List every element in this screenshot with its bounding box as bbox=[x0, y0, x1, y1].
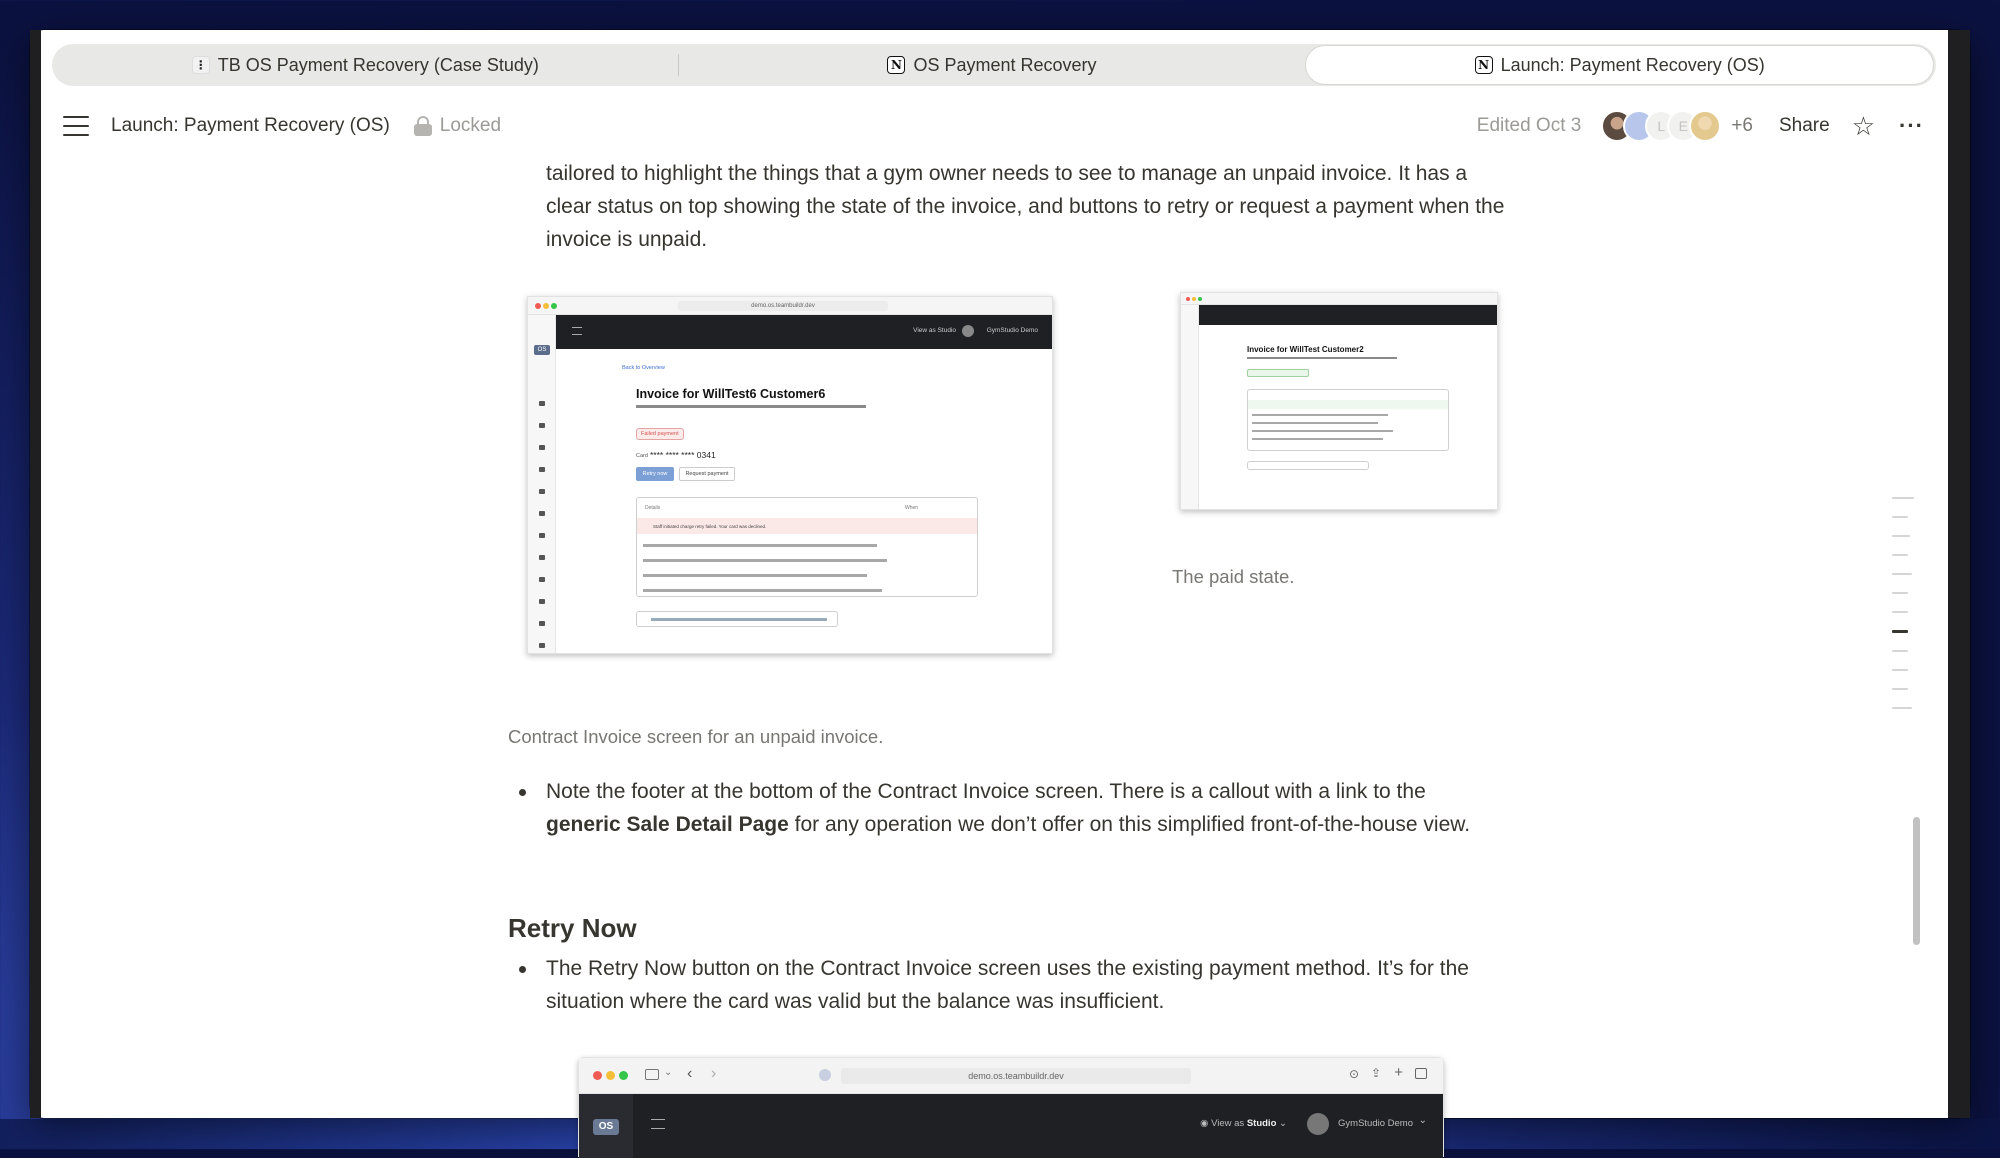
menu-icon bbox=[572, 327, 582, 335]
table-header: Details bbox=[645, 505, 661, 511]
tab-bar bbox=[52, 44, 1936, 86]
back-to-overview-link: Back to Overview bbox=[622, 365, 665, 371]
breadcrumb-page-title[interactable]: Launch: Payment Recovery (OS) bbox=[111, 115, 390, 136]
back-icon: ‹ bbox=[687, 1065, 693, 1082]
dots-vertical-icon: ⋮ bbox=[192, 56, 210, 74]
app-top-nav bbox=[528, 315, 1052, 349]
list-item bbox=[546, 775, 1506, 841]
bullet-bold-text: generic Sale Detail Page bbox=[546, 813, 789, 836]
download-icon: ⊙ bbox=[1348, 1067, 1359, 1081]
table-row bbox=[643, 574, 867, 577]
bullet-text: Note the footer at the bottom of the Contract Invoice screen. There is a callout with a link to the bbox=[546, 780, 1426, 803]
avatar bbox=[962, 325, 974, 337]
view-as-studio: Studio bbox=[1246, 1118, 1277, 1129]
url-bar: demo.os.teambuildr.dev bbox=[841, 1068, 1191, 1084]
tab-label: TB OS Payment Recovery (Case Study) bbox=[217, 54, 539, 75]
chevron-down-icon: ⌄ bbox=[664, 1067, 673, 1078]
lock-icon bbox=[414, 116, 432, 136]
page-scrollbar[interactable] bbox=[1913, 817, 1920, 945]
avatar bbox=[1307, 1113, 1329, 1135]
invoice-title: Invoice for WillTest Customer2 bbox=[1247, 345, 1364, 354]
browser-chrome bbox=[579, 1058, 1443, 1094]
intro-paragraph: tailored to highlight the things that a gym owner needs to see to manage an unpaid invoice. It has a clear status on top showing the state of the invoice, and buttons to retry or request a payment when the invoice is unpaid. bbox=[546, 162, 1505, 251]
avatar: L bbox=[1645, 110, 1677, 142]
view-as-label: View as Studio bbox=[913, 327, 956, 334]
new-tab-icon: + bbox=[1394, 1064, 1403, 1081]
os-logo: OS bbox=[593, 1119, 619, 1135]
sidebar-toggle-icon bbox=[645, 1069, 659, 1080]
site-icon bbox=[819, 1069, 831, 1081]
paid-invoice-screenshot[interactable] bbox=[1180, 292, 1498, 510]
account-label: GymStudio Demo bbox=[986, 327, 1038, 334]
page-outline[interactable] bbox=[1892, 497, 1914, 726]
retry-now-button: Retry now bbox=[636, 467, 674, 481]
paid-state-caption: The paid state. bbox=[1172, 566, 1295, 587]
app-sidebar bbox=[528, 315, 556, 653]
tabs-overview-icon bbox=[1415, 1068, 1427, 1079]
view-as-label: ◉ View as Studio ⌄ bbox=[1200, 1118, 1287, 1129]
bullet-text: for any operation we don’t offer on this simplified front-of-the-house view. bbox=[788, 813, 1471, 836]
unpaid-invoice-screenshot[interactable] bbox=[527, 296, 1053, 654]
share-icon: ⇪ bbox=[1370, 1066, 1381, 1080]
view-as-prefix: View as bbox=[1211, 1118, 1247, 1129]
card-number: **** **** **** 0341 bbox=[650, 450, 716, 460]
star-icon[interactable]: ☆ bbox=[1851, 111, 1876, 141]
tab-os-payment-recovery[interactable] bbox=[679, 44, 1306, 86]
url-bar: demo.os.teambuildr.dev bbox=[678, 301, 888, 311]
menu-icon[interactable] bbox=[63, 116, 89, 136]
tab-label: Launch: Payment Recovery (OS) bbox=[1500, 54, 1765, 75]
failed-payment-badge: Failed payment bbox=[636, 428, 684, 440]
more-collaborators-count[interactable]: +6 bbox=[1731, 115, 1753, 136]
menu-icon bbox=[651, 1119, 665, 1129]
invoice-title: Invoice for WillTest6 Customer6 bbox=[636, 387, 826, 401]
unpaid-invoice-caption: Contract Invoice screen for an unpaid invoice. bbox=[508, 726, 884, 747]
page-header bbox=[41, 90, 1948, 162]
collaborator-avatars[interactable] bbox=[1601, 110, 1721, 142]
notion-window bbox=[30, 30, 1970, 1132]
app-sidebar bbox=[1181, 305, 1199, 509]
section-heading-retry-now: Retry Now bbox=[508, 913, 637, 943]
card-label: Card bbox=[636, 453, 648, 459]
tab-case-study[interactable] bbox=[52, 44, 679, 86]
bullet-text: The Retry Now button on the Contract Invoice screen uses the existing payment method. It’s for the situation where the card was valid but the balance was insufficient. bbox=[546, 957, 1469, 1013]
request-payment-button: Request payment bbox=[679, 467, 735, 481]
table-header: When bbox=[905, 505, 919, 511]
tab-label: OS Payment Recovery bbox=[913, 54, 1097, 75]
browser-chrome bbox=[528, 297, 1052, 315]
tab-launch-payment-recovery[interactable] bbox=[1305, 45, 1934, 85]
table-row bbox=[643, 559, 887, 562]
avatar bbox=[1689, 110, 1721, 142]
notion-icon: N bbox=[887, 56, 905, 74]
account-label: GymStudio Demo bbox=[1338, 1118, 1413, 1129]
os-logo: OS bbox=[534, 345, 550, 355]
list-item bbox=[546, 952, 1506, 1018]
retry-now-screenshot[interactable] bbox=[578, 1057, 1444, 1157]
page-content bbox=[30, 162, 1948, 1132]
table-row: Staff initiated charge retry failed. Your card was declined. bbox=[653, 524, 767, 529]
share-button[interactable]: Share bbox=[1779, 115, 1830, 136]
browser-chrome bbox=[1181, 293, 1497, 305]
app-top-nav bbox=[579, 1094, 1443, 1158]
footer-callout bbox=[1247, 461, 1369, 470]
forward-icon: › bbox=[711, 1065, 717, 1082]
chevron-down-icon: ⌄ bbox=[1418, 1115, 1427, 1126]
table-row bbox=[643, 544, 877, 547]
paid-badge bbox=[1247, 369, 1309, 377]
table-row bbox=[643, 589, 882, 592]
header-actions bbox=[1477, 110, 1924, 142]
avatar: E bbox=[1667, 110, 1699, 142]
notion-icon: N bbox=[1475, 56, 1493, 74]
app-top-nav bbox=[1181, 305, 1497, 325]
edited-timestamp[interactable]: Edited Oct 3 bbox=[1476, 115, 1582, 136]
activity-table bbox=[1247, 389, 1449, 451]
more-options-icon[interactable]: ··· bbox=[1899, 113, 1924, 138]
locked-indicator[interactable] bbox=[414, 115, 501, 137]
window-right-edge bbox=[1948, 30, 1970, 1118]
footer-callout bbox=[636, 611, 838, 627]
activity-table bbox=[636, 497, 978, 597]
locked-label: Locked bbox=[439, 115, 502, 136]
